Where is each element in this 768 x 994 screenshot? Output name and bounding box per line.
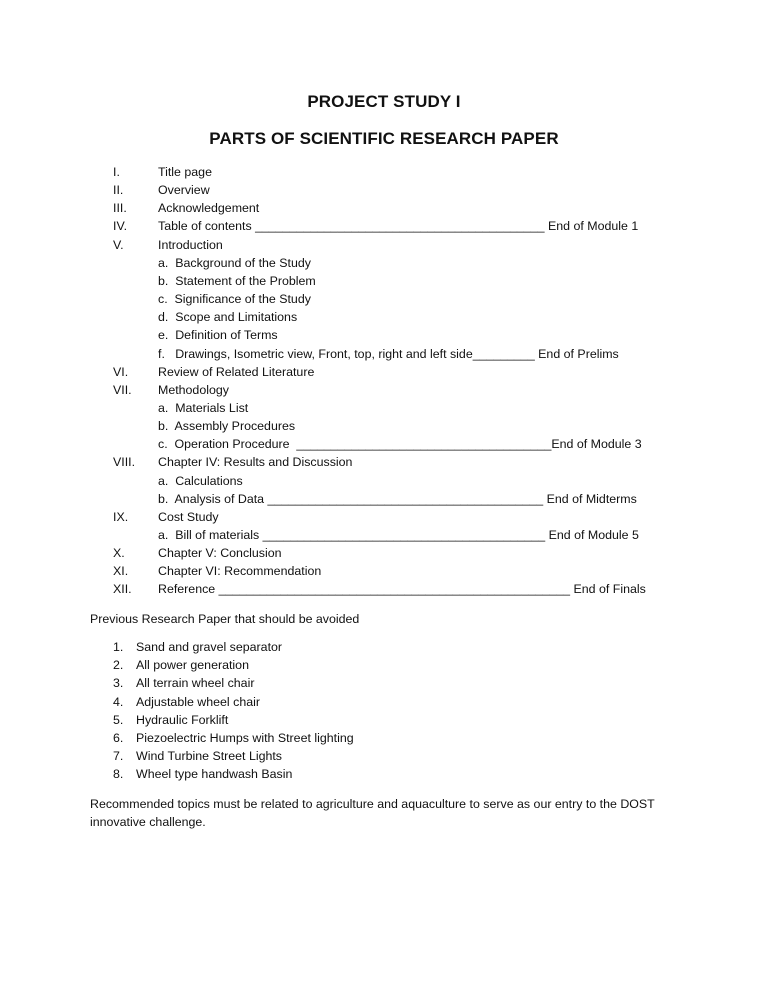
outline-subitem: a. Calculations <box>158 474 243 488</box>
avoid-item-number: 8. <box>113 767 124 781</box>
avoid-item: All terrain wheel chair <box>136 676 255 690</box>
page-subtitle: PARTS OF SCIENTIFIC RESEARCH PAPER <box>209 129 559 148</box>
outline-item: Reference ___________________________________________________ End of Finals <box>158 582 646 596</box>
outline-item: Chapter IV: Results and Discussion <box>158 455 353 469</box>
outline-item: Chapter VI: Recommendation <box>158 564 322 578</box>
outline-item: Table of contents __________________________________________ End of Module 1 <box>158 219 639 233</box>
outline-number: XI. <box>113 564 129 578</box>
outline-subitem: a. Bill of materials _________________________________________ End of Module 5 <box>158 528 639 542</box>
outline-subitem: c. Significance of the Study <box>158 292 311 306</box>
outline-item: Introduction <box>158 238 223 252</box>
outline-number: VI. <box>113 365 129 379</box>
outline-subitem: a. Materials List <box>158 401 249 415</box>
outline-item: Methodology <box>158 383 229 397</box>
avoid-item: Wheel type handwash Basin <box>136 767 293 781</box>
avoid-item-number: 3. <box>113 676 124 690</box>
outline-subitem: b. Statement of the Problem <box>158 274 316 288</box>
avoid-item-number: 7. <box>113 749 124 763</box>
outline-number: I. <box>113 165 120 179</box>
outline-item: Chapter V: Conclusion <box>158 546 282 560</box>
outline-number: VIII. <box>113 455 136 469</box>
outline-number: V. <box>113 238 124 252</box>
recommendation-text: Recommended topics must be related to agriculture and aquaculture to serve as our entry to the DOST innovative challenge. <box>90 797 655 829</box>
avoid-item: Piezoelectric Humps with Street lighting <box>136 731 354 745</box>
outline-item: Overview <box>158 183 210 197</box>
avoid-item: Wind Turbine Street Lights <box>136 749 283 763</box>
outline-number: II. <box>113 183 124 197</box>
outline-subitem: b. Assembly Procedures <box>158 419 296 433</box>
avoid-item-number: 4. <box>113 695 124 709</box>
avoid-heading: Previous Research Paper that should be avoided <box>90 612 360 626</box>
avoid-item-number: 1. <box>113 640 124 654</box>
outline-subitem: a. Background of the Study <box>158 256 311 270</box>
avoid-item: Sand and gravel separator <box>136 640 283 654</box>
outline-subitem: e. Definition of Terms <box>158 328 278 342</box>
outline-number: XII. <box>113 582 132 596</box>
outline-number: VII. <box>113 383 132 397</box>
outline-item: Cost Study <box>158 510 219 524</box>
avoid-item: Adjustable wheel chair <box>136 695 260 709</box>
outline-number: IX. <box>113 510 129 524</box>
outline-item: Title page <box>158 165 212 179</box>
outline-subitem: f. Drawings, Isometric view, Front, top, right and left side_________ End of Prelims <box>158 347 619 361</box>
avoid-item-number: 2. <box>113 658 124 672</box>
page-title: PROJECT STUDY I <box>307 92 461 111</box>
outline-number: IV. <box>113 219 128 233</box>
outline-subitem: d. Scope and Limitations <box>158 310 298 324</box>
outline-item: Acknowledgement <box>158 201 260 215</box>
outline-subitem: b. Analysis of Data ________________________________________ End of Midterms <box>158 492 637 506</box>
avoid-item: Hydraulic Forklift <box>136 713 229 727</box>
outline-item: Review of Related Literature <box>158 365 315 379</box>
avoid-item: All power generation <box>136 658 249 672</box>
avoid-item-number: 5. <box>113 713 124 727</box>
avoid-item-number: 6. <box>113 731 124 745</box>
outline-number: III. <box>113 201 127 215</box>
outline-number: X. <box>113 546 125 560</box>
outline-subitem: c. Operation Procedure _____________________________________End of Module 3 <box>158 437 642 451</box>
